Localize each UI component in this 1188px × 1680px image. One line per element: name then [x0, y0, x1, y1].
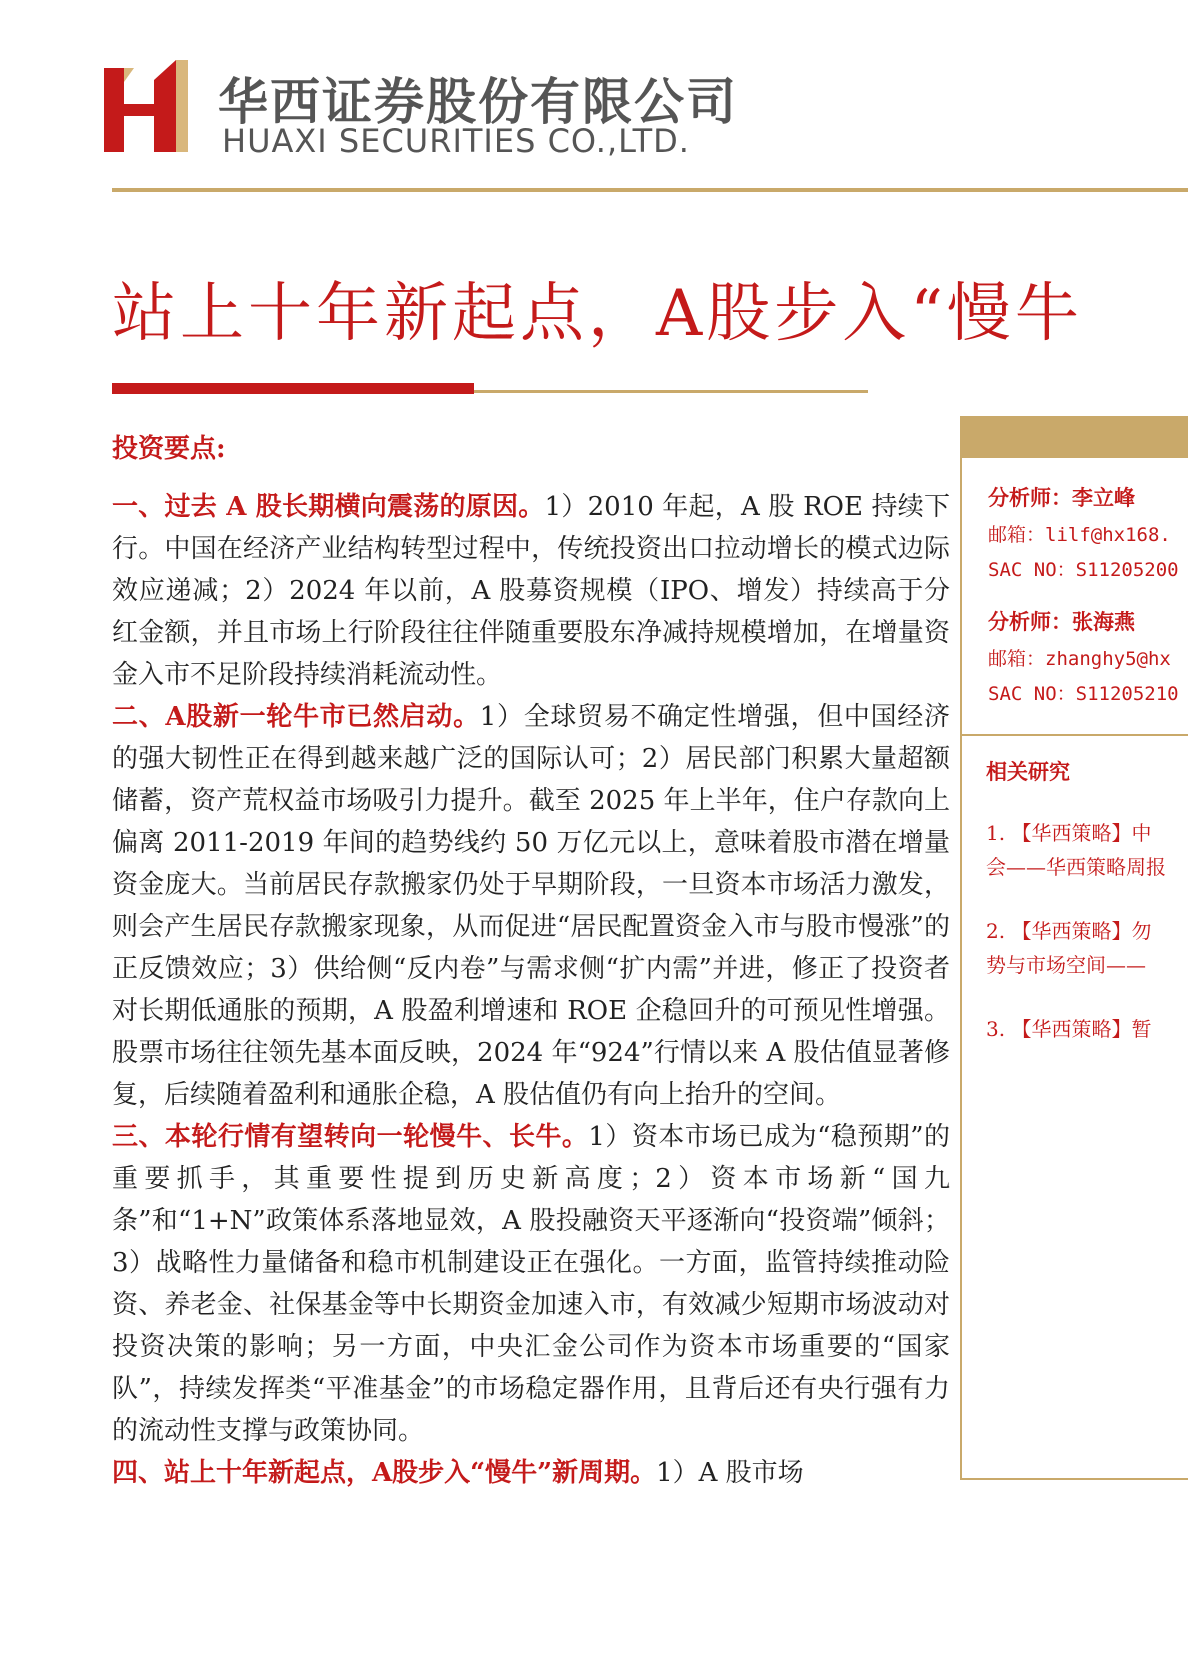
point-heading: 二、A股新一轮牛市已然启动。 — [112, 702, 480, 732]
related-report-line: 会——华西策略周报 — [986, 855, 1166, 879]
related-report-line: 势与市场空间—— — [986, 953, 1146, 977]
analyst-email[interactable]: 邮箱：zhanghy5@hx — [988, 648, 1171, 670]
header-divider — [112, 188, 1188, 192]
summary-heading: 投资要点: — [112, 434, 226, 464]
huaxi-logo — [104, 60, 194, 160]
analyst-card — [962, 606, 1188, 706]
summary-point — [112, 1452, 950, 1494]
analyst-name: 分析师：李立峰 — [988, 485, 1135, 510]
report-title: 站上十年新起点，A股步入“慢牛 — [112, 277, 1083, 351]
title-underline-gold — [474, 390, 868, 393]
related-report-link[interactable] — [962, 816, 1188, 884]
company-name-cn: 华西证券股份有限公司 — [218, 72, 738, 131]
related-report-line: 2. 【华西策略】勿 — [986, 919, 1152, 943]
analyst-card — [962, 482, 1188, 582]
point-heading: 一、过去 A 股长期横向震荡的原因。 — [112, 492, 545, 522]
analyst-sac-no: SAC NO：S11205210 — [988, 683, 1179, 705]
analyst-name: 分析师：张海燕 — [988, 609, 1135, 634]
related-research-heading: 相关研究 — [986, 759, 1070, 784]
summary-body — [112, 486, 950, 1494]
point-text: 1）资本市场已成为“稳预期”的重要抓手，其重要性提到历史新高度；2）资本市场新“国九条”和“1+N”政策体系落地显效，A 股投融资天平逐渐向“投资端”倾斜；3）战略性力量储备和稳市机制建设正在强化。一方面，监管持续推动险资、养老金、社保基金等中长期资金加速入市，有效减少短期市场波动对投资决策的影响；另一方面，中央汇金公司作为资本市场重要的“国家队”，持续发挥类“平准基金”的市场稳定器作用，且背后还有央行强有力的流动性支撑与政策协同。 — [112, 1122, 950, 1446]
analyst-sidebar — [960, 416, 1188, 1480]
summary-point — [112, 1116, 950, 1452]
related-report-link[interactable] — [962, 1012, 1188, 1046]
analyst-email[interactable]: 邮箱：lilf@hx168. — [988, 524, 1171, 546]
title-underline-red — [112, 383, 474, 394]
summary-point — [112, 486, 950, 696]
sidebar-divider — [962, 734, 1188, 736]
summary-point — [112, 696, 950, 1116]
company-name-en: HUAXI SECURITIES CO.,LTD. — [222, 122, 690, 160]
related-report-link[interactable] — [962, 914, 1188, 982]
sidebar-header-bar — [962, 418, 1188, 458]
related-report-line: 1. 【华西策略】中 — [986, 821, 1152, 845]
point-heading: 三、本轮行情有望转向一轮慢牛、长牛。 — [112, 1122, 589, 1152]
related-report-line: 3. 【华西策略】暂 — [986, 1017, 1152, 1041]
point-text: 1）2010 年起，A 股 ROE 持续下行。中国在经济产业结构转型过程中，传统投资出口拉动增长的模式边际效应递减；2）2024 年以前，A 股募资规模（IPO、增发）持续高于分红金额，并且市场上行阶段往往伴随重要股东净减持规模增加，在增量资金入市不足阶段持续消耗流动性。 — [112, 492, 950, 690]
analyst-sac-no: SAC NO：S11205200 — [988, 559, 1179, 581]
point-text: 1）全球贸易不确定性增强，但中国经济的强大韧性正在得到越来越广泛的国际认可；2）居民部门积累大量超额储蓄，资产荒权益市场吸引力提升。截至 2025 年上半年，住户存款向上偏离 2011-2019 年间的趋势线约 50 万亿元以上，意味着股市潜在增量资金庞大。当前居民存款搬家仍处于早期阶段，一旦资本市场活力激发，则会产生居民存款搬家现象，从而促进“居民配置资金入市与股市慢涨”的正反馈效应；3）供给侧“反内卷”与需求侧“扩内需”并进，修正了投资者对长期低通胀的预期，A 股盈利增速和 ROE 企稳回升的可预见性增强。股票市场往往领先基本面反映，2024 年“924”行情以来 A 股估值显著修复，后续随着盈利和通胀企稳，A 股估值仍有向上抬升的空间。 — [112, 702, 950, 1110]
point-heading: 四、站上十年新起点，A股步入“慢牛”新周期。 — [112, 1458, 657, 1488]
point-text: 1）A 股市场 — [656, 1458, 804, 1488]
